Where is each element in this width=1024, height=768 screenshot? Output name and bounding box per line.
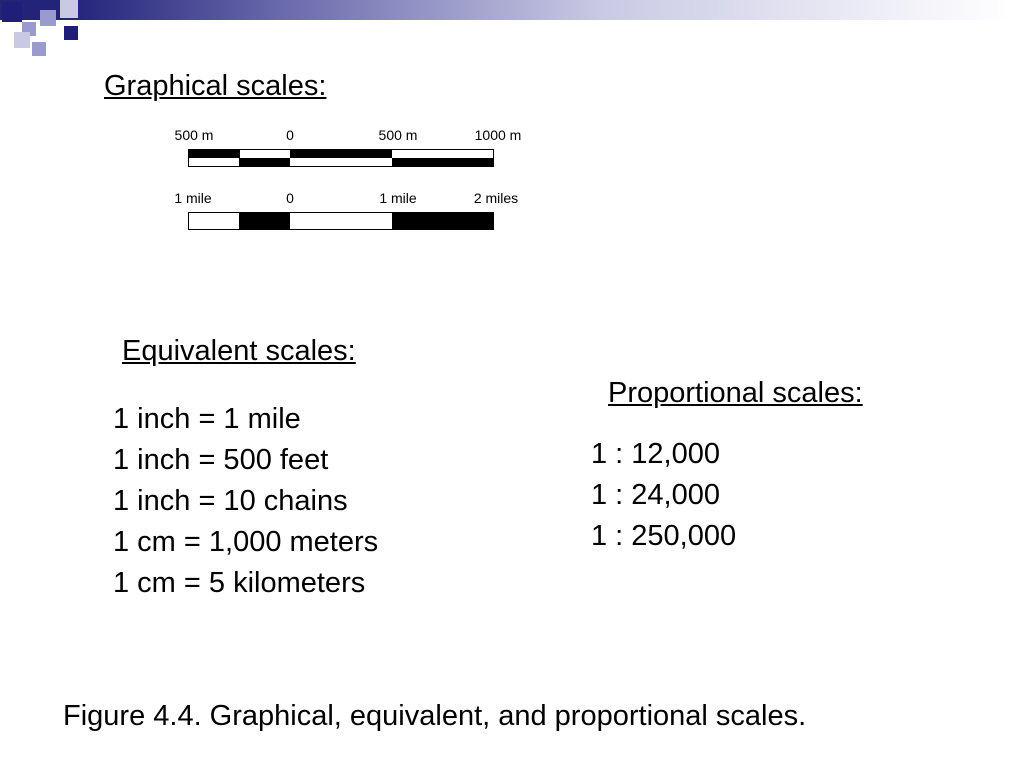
scale-bar-fill (392, 213, 493, 229)
scale-bar-fill (189, 150, 240, 158)
metric-scale-label: 500 m (378, 127, 418, 143)
equivalent-scale-line: 1 cm = 1,000 meters (113, 526, 379, 558)
figure-caption: Figure 4.4. Graphical, equivalent, and proportional scales. (63, 700, 807, 732)
imperial-scale-label: 0 (286, 190, 294, 206)
scale-bar-fill (290, 150, 392, 158)
decor-square (14, 32, 30, 48)
equivalent-scale-line: 1 inch = 10 chains (113, 485, 348, 517)
proportional-scale-line: 1 : 12,000 (591, 438, 720, 470)
imperial-scale-label: 1 mile (174, 190, 212, 206)
scale-bar-fill (392, 158, 493, 166)
equivalent-scale-line: 1 inch = 1 mile (113, 403, 301, 435)
decor-square (60, 0, 78, 18)
scale-bar-fill (239, 158, 290, 166)
metric-scale-bar (188, 149, 494, 167)
decor-square (32, 42, 46, 56)
proportional-scales-list (591, 434, 736, 557)
proportional-scale-line: 1 : 24,000 (591, 479, 720, 511)
decor-square (2, 2, 22, 22)
scale-bar-fill (239, 213, 290, 229)
equivalent-scale-line: 1 cm = 5 kilometers (113, 567, 366, 599)
header-band (0, 0, 1024, 20)
equivalent-scales-list (113, 399, 378, 604)
decor-square (64, 26, 78, 40)
proportional-scale-line: 1 : 250,000 (591, 520, 737, 552)
decor-square (40, 10, 56, 26)
graphical-scales-heading: Graphical scales: (104, 70, 327, 102)
imperial-scale-bar (188, 212, 494, 230)
imperial-scale-label: 1 mile (379, 190, 417, 206)
imperial-scale-label: 2 miles (473, 190, 519, 206)
metric-scale-label: 1000 m (474, 127, 522, 143)
metric-scale-label: 500 m (174, 127, 214, 143)
equivalent-scales-heading: Equivalent scales: (122, 335, 356, 367)
equivalent-scale-line: 1 inch = 500 feet (113, 444, 329, 476)
metric-scale-label: 0 (286, 127, 294, 143)
proportional-scales-heading: Proportional scales: (608, 377, 863, 409)
